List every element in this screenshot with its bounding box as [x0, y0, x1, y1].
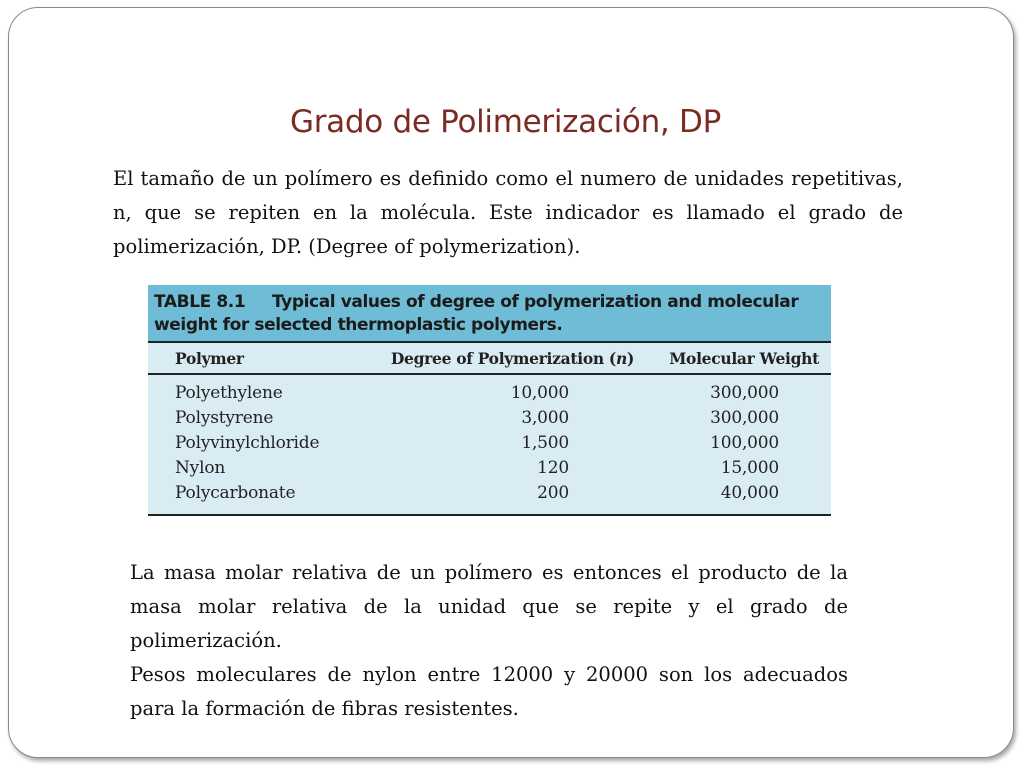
- intro-paragraph: [113, 162, 903, 264]
- table-number: TABLE 8.1: [154, 292, 246, 312]
- cell-dp: 3,000: [521, 407, 569, 428]
- cell-mw: 300,000: [710, 382, 779, 403]
- cell-polymer: Polyvinylchloride: [175, 432, 320, 453]
- table-row: [148, 430, 831, 455]
- cell-polymer: Polycarbonate: [175, 482, 296, 503]
- cell-dp: 200: [537, 482, 569, 503]
- header-molecular-weight: Molecular Weight: [669, 348, 819, 368]
- cell-dp: 1,500: [521, 432, 569, 453]
- header-polymer: Polymer: [175, 348, 244, 368]
- intro-text: El tamaño de un polímero es definido como el numero de unidades repetitivas, n, que se repiten en la molécula. Este indicador es llamado el grado de polimerización, DP. (Degree of polymerization).: [113, 167, 903, 258]
- polymer-table: [148, 285, 831, 516]
- cell-dp: 10,000: [510, 382, 569, 403]
- conclusion-paragraphs: [130, 556, 848, 726]
- cell-mw: 100,000: [710, 432, 779, 453]
- header-degree-of-polymerization: [366, 349, 654, 368]
- cell-dp: 120: [537, 457, 569, 478]
- table-body: [148, 375, 831, 505]
- table-caption: [148, 285, 831, 341]
- cell-mw: 300,000: [710, 407, 779, 428]
- table-caption-text: Typical values of degree of polymerization and molecular weight for selected thermoplastic polymers.: [154, 292, 799, 335]
- cell-polymer: Polystyrene: [175, 407, 274, 428]
- header-dp-symbol: n: [615, 348, 627, 368]
- table-row: [148, 405, 831, 430]
- header-dp-label: Degree of Polymerization (: [390, 348, 616, 368]
- header-dp-close: ): [626, 348, 634, 368]
- table-row: [148, 480, 831, 505]
- cell-polymer: Nylon: [175, 457, 226, 478]
- table-row: [148, 455, 831, 480]
- table-header-row: [148, 341, 831, 375]
- nylon-text: Pesos moleculares de nylon entre 12000 y 20000 son los adecuados para la formación de fibras resistentes.: [130, 663, 848, 720]
- cell-mw: 40,000: [720, 482, 779, 503]
- cell-mw: 15,000: [720, 457, 779, 478]
- molar-mass-text: La masa molar relativa de un polímero es entonces el producto de la masa molar relativa de la unidad que se repite y el grado de polimerización.: [130, 561, 848, 652]
- table-row: [148, 380, 831, 405]
- cell-polymer: Polyethylene: [175, 382, 283, 403]
- slide-title: Grado de Polimerización, DP: [290, 104, 721, 140]
